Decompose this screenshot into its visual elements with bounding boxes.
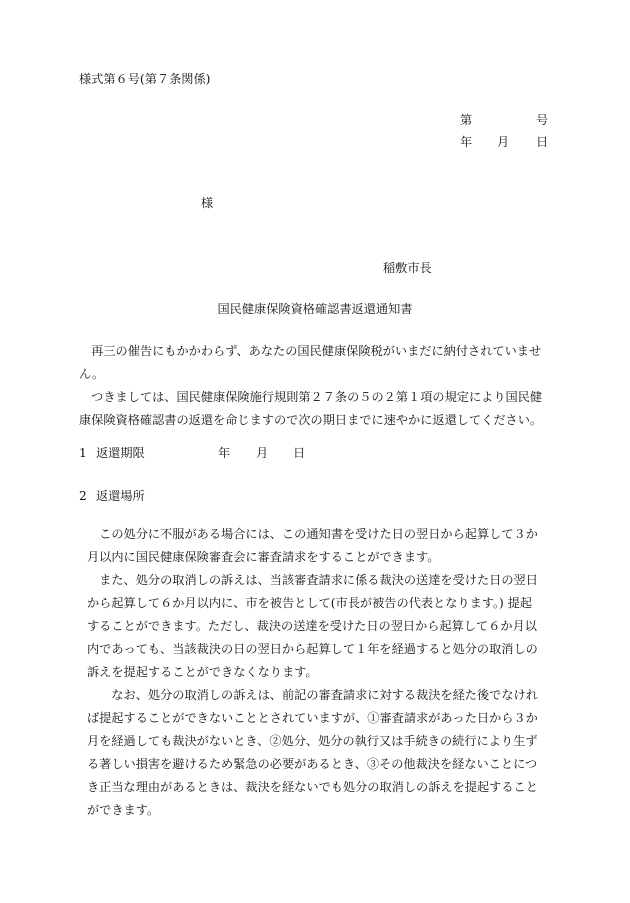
return-place-label: 返還場所: [96, 489, 145, 503]
form-number: 様式第６号(第７条関係): [79, 72, 211, 86]
appeal-line: ができます。: [87, 803, 160, 817]
appeal-line: なお、処分の取消しの訴えは、前記の審査請求に対する裁決を経た後でなけれ: [87, 688, 538, 702]
appeal-line: することができます。ただし、裁決の送達を受けた日の翌日から起算して６か月以: [87, 619, 537, 633]
appeal-notice: [87, 528, 538, 827]
return-deadline-day: 日: [293, 446, 306, 460]
addressee-honorific: 様: [201, 196, 214, 210]
document-number-suffix: 号: [536, 113, 549, 127]
issue-date-month: 月: [497, 135, 510, 149]
item-1-number: 1: [79, 446, 87, 460]
appeal-line: ば提起することができないこととされていますが、①審査請求があった日から３か: [87, 711, 538, 725]
issue-date-day: 日: [536, 135, 549, 149]
issue-date-year: 年: [460, 135, 473, 149]
appeal-line: この処分に不服がある場合には、この通知書を受けた日の翌日から起算して３か: [87, 527, 538, 541]
appeal-line: また、処分の取消しの訴えは、当該審査請求に係る裁決の送達を受けた日の翌日: [87, 573, 538, 587]
item-2-number: 2: [79, 489, 87, 503]
appeal-line: 内であっても、当該裁決の日の翌日から起算して１年を経過すると処分の取消しの: [87, 642, 538, 656]
appeal-line: 月以内に国民健康保険審査会に審査請求をすることができます。: [87, 550, 440, 564]
appeal-line: 月を経過しても裁決がないとき、②処分、処分の執行又は手続きの続行により生ず: [87, 734, 538, 748]
return-deadline-label: 返還期限: [96, 446, 145, 460]
appeal-line: る著しい損害を避けるため緊急の必要があるとき、③その他裁決を経ないことにつ: [87, 757, 538, 771]
sender-name: 稲敷市長: [383, 261, 432, 275]
appeal-line: き正当な理由があるときは、裁決を経ないでも処分の取消しの訴えを提起すること: [87, 780, 538, 794]
document-number-prefix: 第: [460, 113, 473, 127]
return-deadline-month: 月: [256, 446, 269, 460]
appeal-line: から起算して６か月以内に、市を被告として(市長が被告の代表となります。) 提起: [87, 596, 533, 610]
intro-line: 康保険資格確認書の返還を命じますので次の期日までに速やかに返還してください。: [79, 413, 543, 427]
document-title: 国民健康保険資格確認書返還通知書: [217, 302, 413, 316]
intro-line: つきましては、国民健康保険施行規則第２７条の５の２第１項の規定により国民健: [79, 390, 543, 404]
intro-paragraph: [79, 345, 542, 437]
appeal-line: 訴えを提起することができなくなります。: [87, 665, 318, 679]
intro-line: ん。: [79, 367, 105, 381]
intro-line: 再三の催告にもかかわらず、あなたの国民健康保険税がいまだに納付されていませ: [79, 344, 542, 358]
return-deadline-year: 年: [218, 446, 231, 460]
